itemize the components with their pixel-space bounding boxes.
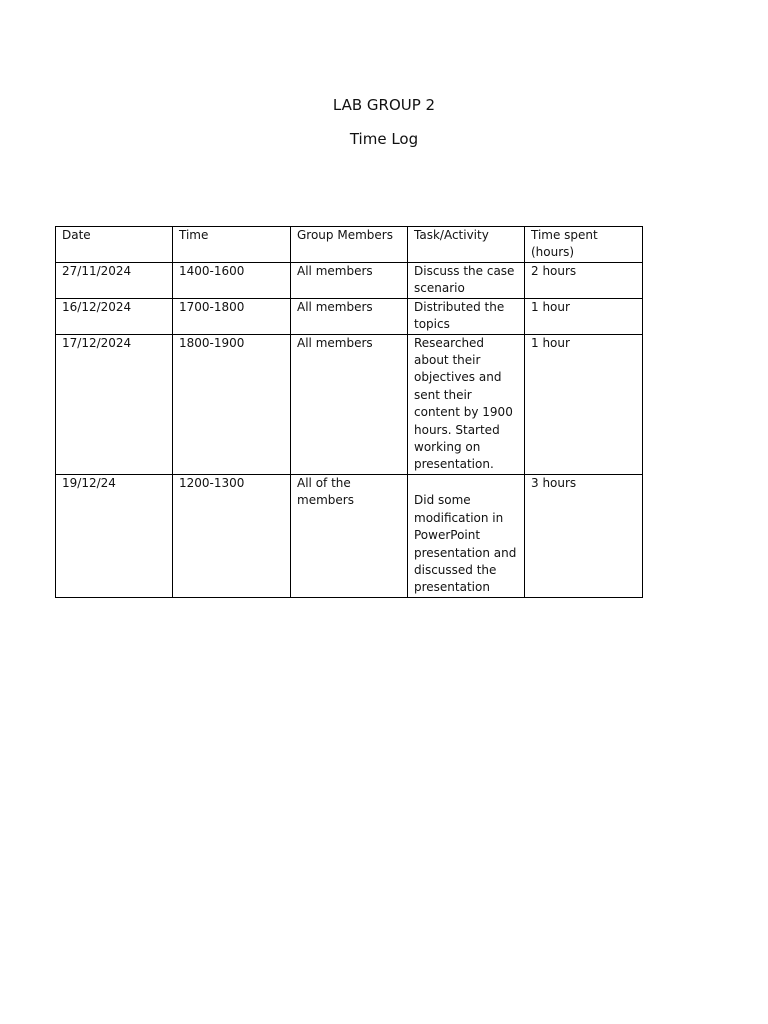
header-time-spent: Time spent (hours): [525, 227, 643, 263]
table-header-row: [56, 227, 643, 263]
cell-time: 1200-1300: [173, 474, 291, 597]
cell-time: 1800-1900: [173, 334, 291, 474]
cell-task-activity: Researched about their objectives and sent their content by 1900 hours. Started working on presentation.: [408, 334, 525, 474]
cell-task-activity: Discuss the case scenario: [408, 263, 525, 299]
document-subheading: Time Log: [349, 130, 419, 148]
document-heading: LAB GROUP 2: [332, 96, 436, 114]
cell-time-spent: 1 hour: [525, 298, 643, 334]
header-task-activity: Task/Activity: [408, 227, 525, 263]
cell-group-members: All of the members: [291, 474, 408, 597]
header-time: Time: [173, 227, 291, 263]
table-row: [56, 298, 643, 334]
cell-time-spent: 1 hour: [525, 334, 643, 474]
cell-group-members: All members: [291, 334, 408, 474]
header-date: Date: [56, 227, 173, 263]
cell-group-members: All members: [291, 263, 408, 299]
table-row: [56, 474, 643, 597]
cell-date: 17/12/2024: [56, 334, 173, 474]
cell-date: 27/11/2024: [56, 263, 173, 299]
cell-date: 19/12/24: [56, 474, 173, 597]
cell-date: 16/12/2024: [56, 298, 173, 334]
table-row: [56, 334, 643, 474]
cell-task-activity: Did some modification in PowerPoint presentation and discussed the presentation: [408, 474, 525, 597]
cell-group-members: All members: [291, 298, 408, 334]
cell-time: 1700-1800: [173, 298, 291, 334]
cell-time: 1400-1600: [173, 263, 291, 299]
header-group-members: Group Members: [291, 227, 408, 263]
cell-task-activity: Distributed the topics: [408, 298, 525, 334]
time-log-table: [55, 226, 643, 598]
table-row: [56, 263, 643, 299]
cell-time-spent: 3 hours: [525, 474, 643, 597]
cell-time-spent: 2 hours: [525, 263, 643, 299]
